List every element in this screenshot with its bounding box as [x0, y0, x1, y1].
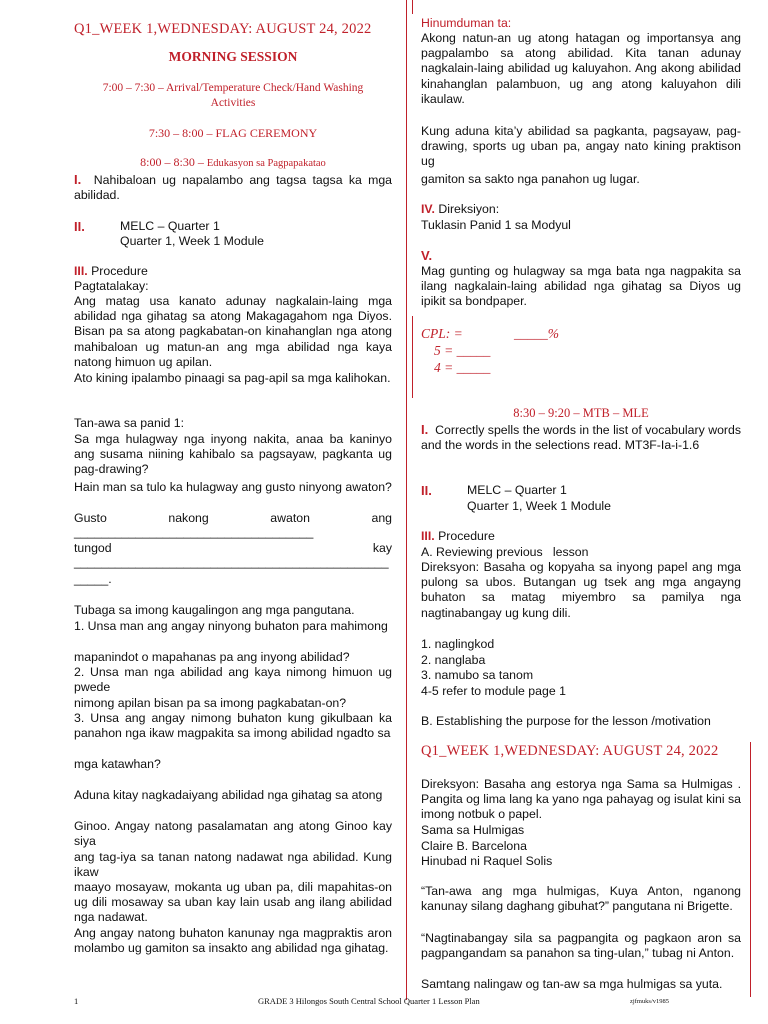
- procedure-label: Procedure: [91, 264, 148, 278]
- tungod-blank: ______________________________________________: [74, 555, 389, 569]
- paragraph-develop: Ato kining ipalambo pinaagi sa pag-apil sa mga kalihokan.: [74, 371, 391, 385]
- reflection-paragraph: Akong natun-an ug atong hatagan og importansya ang pagpalambo sa atong abilidad. Kita tanan adunay nagkalain-laing abilidad ug kaluyahon. Ang akong abilidad kinahanglan palambuon, ug ang atong kaluyahon dili ikaulaw.: [421, 31, 741, 106]
- right-border-segment: [750, 742, 751, 997]
- paragraph-5a: Aduna kitay nagkadaiyang abilidad nga gihatag sa atong: [74, 788, 383, 802]
- mid-divider-segment: [412, 316, 413, 398]
- roman-ii-mtb: II.: [421, 483, 432, 498]
- question-3b: mga katawhan?: [74, 757, 161, 771]
- tungod-blank-end: _____.: [74, 572, 112, 586]
- story-paragraph-3: Samtang nalingaw og tan-aw sa mga hulmigas sa yuta.: [421, 977, 723, 991]
- hinumduman-label: Hinumduman ta:: [421, 16, 512, 30]
- column-divider: [406, 0, 407, 1000]
- talent-paragraph-end: gamiton sa sakto nga panahon ug lugar.: [421, 172, 640, 186]
- schedule-flag: 7:30 – 8:00 – FLAG CEREMONY: [148, 126, 318, 140]
- cpl-5: 5 = _____: [434, 343, 491, 358]
- story-paragraph-2: “Nagtinabangay sila sa pagpangita og pagkaon aron sa pagpangandam sa panahon sa ting-ulan,” tubag ni Anton.: [421, 931, 741, 961]
- paragraph-5d: maayo mosayaw, mokanta ug uban pa, dili mapahitas-on ug dili mosaway sa uban kay lain usab ang ilang abilidad nga nadawat.: [74, 880, 392, 925]
- establishing-line: B. Establishing the purpose for the lesson /motivation: [421, 714, 711, 728]
- paragraph-which: Hain man sa tulo ka hulagway ang gusto ninyong awaton?: [74, 480, 392, 494]
- vocab-item-1: 1. naglingkod: [421, 637, 495, 651]
- date-header: Q1_WEEK 1,WEDNESDAY: AUGUST 24, 2022: [74, 21, 372, 37]
- roman-iii-mtb: III.: [421, 529, 435, 543]
- procedure-label-mtb: Procedure: [438, 529, 495, 543]
- objective-i-text: Nahibaloan ug napalambo ang tagsa tagsa ka mga abilidad.: [74, 173, 392, 203]
- story-author: Claire B. Barcelona: [421, 839, 527, 853]
- schedule-esp-time: 8:00 – 8:30 –: [140, 155, 204, 169]
- roman-ii: II.: [74, 219, 85, 234]
- tuklasin-line: Tuklasin Panid 1 sa Modyul: [421, 218, 571, 232]
- vocab-item-4-5: 4-5 refer to module page 1: [421, 684, 566, 698]
- roman-i-mtb: I.: [421, 422, 429, 437]
- footer-title: GRADE 3 Hilongos South Central School Quarter 1 Lesson Plan: [258, 996, 480, 1006]
- module-line-mtb: Quarter 1, Week 1 Module: [467, 499, 611, 513]
- date-header-2: Q1_WEEK 1,WEDNESDAY: AUGUST 24, 2022: [421, 743, 719, 759]
- question-2b: nimong apilan bisan pa sa imong pagkabatan-on?: [74, 696, 347, 710]
- cpl-4: 4 = _____: [434, 360, 491, 375]
- module-line: Quarter 1, Week 1 Module: [120, 234, 264, 248]
- paragraph-5c: ang tag-iya sa tanan natong nadawat nga abilidad. Kung ikaw: [74, 850, 392, 880]
- tungod-line: tungod kay: [74, 541, 392, 555]
- roman-iii: III.: [74, 264, 88, 278]
- reviewing-line: A. Reviewing previous lesson: [421, 545, 589, 559]
- paragraph-practice: Ang angay natong buhaton kanunay nga magpraktis aron molambo ug gamiton sa insakto ang abilidad nga gihatag.: [74, 926, 392, 956]
- roman-i: I.: [74, 172, 82, 187]
- question-1a: 1. Unsa man ang angay ninyong buhaton para mahimong: [74, 619, 388, 633]
- objective-mtb-text: Correctly spells the words in the list of vocabulary words and the words in the selections read. MT3F-Ia-i-1.6: [421, 423, 741, 453]
- vocab-item-3: 3. namubo sa tanom: [421, 668, 534, 682]
- session-title: MORNING SESSION: [168, 49, 298, 64]
- gusto-blank: ___________________________________: [74, 525, 314, 539]
- cpl-blank: _____%: [514, 326, 559, 341]
- procedure-heading: [74, 264, 148, 278]
- activity-paragraph: Mag gunting og hulagway sa mga bata nga nagpakita sa ilang nagkalain-laing abilidad nga gihatag sa Diyos ug ipikit sa bondpaper.: [421, 264, 741, 309]
- schedule-mtb: 8:30 – 9:20 – MTB – MLE: [513, 406, 649, 420]
- tanawa-label: Tan-awa sa panid 1:: [74, 416, 185, 430]
- page-number: 1: [74, 996, 79, 1006]
- schedule-arrival: 7:00 – 7:30 – Arrival/Temperature Check/Hand Washing: [102, 82, 364, 94]
- top-divider-tick: [412, 0, 413, 14]
- direksyon-paragraph: Direksyon: Basaha og kopyaha sa inyong papel ang mga pulong sa ubos. Butangan ug tsek ang mga angayng buhaton sa matag miyembro sa pamilya nga nagtinabangay ug kung dili.: [421, 560, 741, 620]
- roman-v: V.: [421, 248, 433, 263]
- story-title: Sama sa Hulmigas: [421, 823, 525, 837]
- schedule-arrival-cont: Activities: [210, 97, 256, 109]
- question-2a: 2. Unsa man nga abilidad ang kaya nimong himuon ug pwede: [74, 665, 392, 695]
- direksiyon-label: Direksiyon:: [438, 202, 500, 216]
- paragraph-abilities: Ang matag usa kanato adunay nagkalain-laing mga abilidad nga gihatag sa atong Makagagahom nga Diyos. Bisan pa sa atong pagkabatan-on kinahanglan nga atong mahibaloan ug matun-an ang mga abilidad nga kaya natong himuon ug apilan.: [74, 294, 392, 369]
- question-3a: 3. Unsa ang angay nimong buhaton kung gikulbaan ka panahon nga ikaw magpakita sa imong abilidad ngadto sa: [74, 711, 392, 741]
- melc-line: MELC – Quarter 1: [120, 219, 220, 233]
- schedule-esp: [74, 155, 392, 170]
- objective-i: [74, 172, 392, 203]
- story-paragraph-1: “Tan-awa ang mga hulmigas, Kuya Anton, nganong kanunay silang daghang gibuhat?” pangutana ni Brigette.: [421, 884, 741, 914]
- story-translator: Hinubad ni Raquel Solis: [421, 854, 553, 868]
- footer-code: zjfmuks/v1985: [630, 998, 669, 1005]
- question-1b: mapanindot o mapahanas pa ang inyong abilidad?: [74, 650, 350, 664]
- story-direction: Direksyon: Basaha ang estorya nga Sama sa Hulmigas . Pangita og lima lang ka yano nga pahayag og isulat kini sa imong notbuk o papel.: [421, 777, 741, 822]
- schedule-esp-subject: Edukasyon sa Pagpapakatao: [206, 158, 326, 169]
- vocab-item-2: 2. nanglaba: [421, 653, 486, 667]
- roman-iv: IV.: [421, 202, 435, 216]
- melc-line-mtb: MELC – Quarter 1: [467, 483, 567, 497]
- talent-paragraph: Kung aduna kita’y abilidad sa pagkanta, pagsayaw, pag-drawing, sports ug uban pa, angay nato kining praktison ug: [421, 124, 741, 169]
- paragraph-pictures: Sa mga hulagway nga inyong nakita, anaa ba kaninyo ang susama niining kahibalo sa pagsayaw, pagkanta ug pag-drawing?: [74, 432, 392, 477]
- direksiyon-heading: [421, 202, 499, 216]
- gusto-line: Gusto nakong awaton ang: [74, 511, 392, 525]
- cpl-label: CPL: =: [421, 326, 463, 341]
- procedure-heading-mtb: [421, 529, 495, 543]
- paragraph-5b: Ginoo. Angay natong pasalamatan ang atong Ginoo kay siya: [74, 819, 392, 849]
- objective-mtb: [421, 422, 741, 453]
- pagtatalakay-label: Pagtatalakay:: [74, 279, 149, 293]
- tubaga-line: Tubaga sa imong kaugalingon ang mga pangutana.: [74, 603, 355, 617]
